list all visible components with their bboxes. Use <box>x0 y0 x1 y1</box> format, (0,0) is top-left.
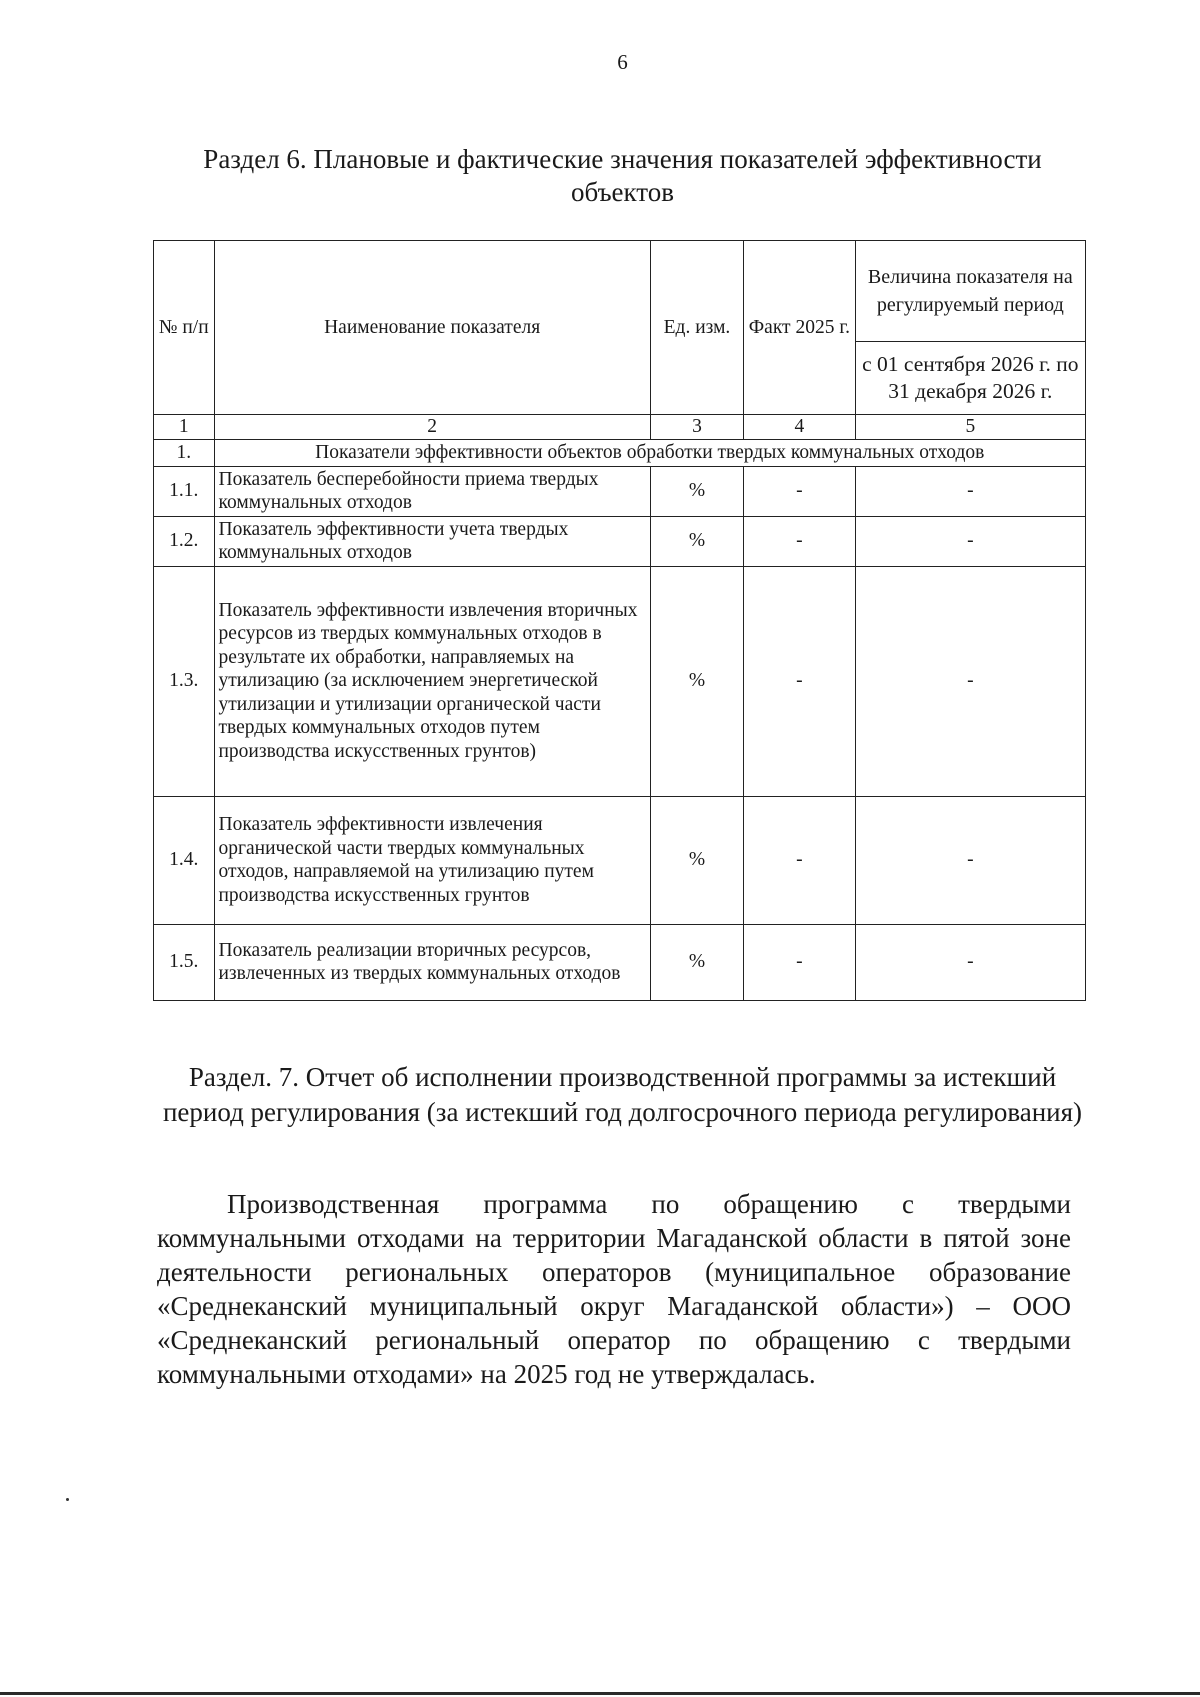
header-name: Наименование показателя <box>214 241 650 415</box>
table-row <box>154 466 1086 516</box>
group-row <box>154 439 1086 466</box>
row-value: - <box>855 796 1085 924</box>
row-unit: % <box>650 516 743 566</box>
row-unit: % <box>650 924 743 1000</box>
section-7-title: Раздел. 7. Отчет об исполнении производственной программы за истекший период регулирования (за истекший год долгосрочного периода регулирования) <box>162 1062 1083 1127</box>
column-numbers-row <box>154 415 1086 440</box>
row-value: - <box>855 566 1085 796</box>
col-number-2: 2 <box>214 415 650 440</box>
row-name: Показатель бесперебойности приема твердых коммунальных отходов <box>214 466 650 516</box>
report-paragraph: Производственная программа по обращению с твердыми коммунальными отходами на территории Магаданской области в пятой зоне деятельности региональных операторов (муниципальное образование «Среднеканский муниципальный округ Магаданской области») – ООО «Среднеканский региональный оператор по обращению с твердыми коммунальными отходами» на 2025 год не утверждалась. <box>157 1189 1071 1389</box>
col-number-4: 4 <box>744 415 855 440</box>
row-unit: % <box>650 566 743 796</box>
col-number-1: 1 <box>154 415 215 440</box>
row-fact: - <box>744 796 855 924</box>
row-fact: - <box>744 466 855 516</box>
row-unit: % <box>650 466 743 516</box>
row-num: 1.2. <box>154 516 215 566</box>
page-number: 6 <box>617 50 628 74</box>
group-label: Показатели эффективности объектов обработки твердых коммунальных отходов <box>214 439 1086 466</box>
table-row <box>154 516 1086 566</box>
row-name: Показатель эффективности извлечения органической части твердых коммунальных отходов, направляемой на утилизацию путем производства искусственных грунтов <box>214 796 650 924</box>
header-num: № п/п <box>154 241 215 415</box>
row-value: - <box>855 516 1085 566</box>
header-period: с 01 сентября 2026 г. по 31 декабря 2026 г. <box>855 342 1085 415</box>
col-number-5: 5 <box>855 415 1085 440</box>
row-name: Показатель эффективности учета твердых коммунальных отходов <box>214 516 650 566</box>
row-num: 1.1. <box>154 466 215 516</box>
row-num: 1.4. <box>154 796 215 924</box>
row-num: 1.3. <box>154 566 215 796</box>
row-fact: - <box>744 566 855 796</box>
bottom-edge-line <box>0 1692 1200 1695</box>
row-num: 1.5. <box>154 924 215 1000</box>
section-6-title: Раздел 6. Плановые и фактические значения показателей эффективности объектов <box>203 144 1042 207</box>
header-value: Величина показателя на регулируемый период <box>855 241 1085 342</box>
row-name: Показатель реализации вторичных ресурсов, извлеченных из твердых коммунальных отходов <box>214 924 650 1000</box>
row-value: - <box>855 466 1085 516</box>
col-number-3: 3 <box>650 415 743 440</box>
row-fact: - <box>744 924 855 1000</box>
table-row <box>154 924 1086 1000</box>
table-header-row <box>154 241 1086 342</box>
indicators-table <box>153 240 1086 1001</box>
row-unit: % <box>650 796 743 924</box>
table-row <box>154 796 1086 924</box>
table-row <box>154 566 1086 796</box>
header-fact: Факт 2025 г. <box>744 241 855 415</box>
row-value: - <box>855 924 1085 1000</box>
row-fact: - <box>744 516 855 566</box>
header-unit: Ед. изм. <box>650 241 743 415</box>
row-name: Показатель эффективности извлечения вторичных ресурсов из твердых коммунальных отходов в результате их обработки, направляемых на утилизацию (за исключением энергетической утилизации и утилизации органической части твердых коммунальных отходов путем производства искусственных грунтов) <box>214 566 650 796</box>
group-num: 1. <box>154 439 215 466</box>
scan-speck <box>66 1498 69 1501</box>
